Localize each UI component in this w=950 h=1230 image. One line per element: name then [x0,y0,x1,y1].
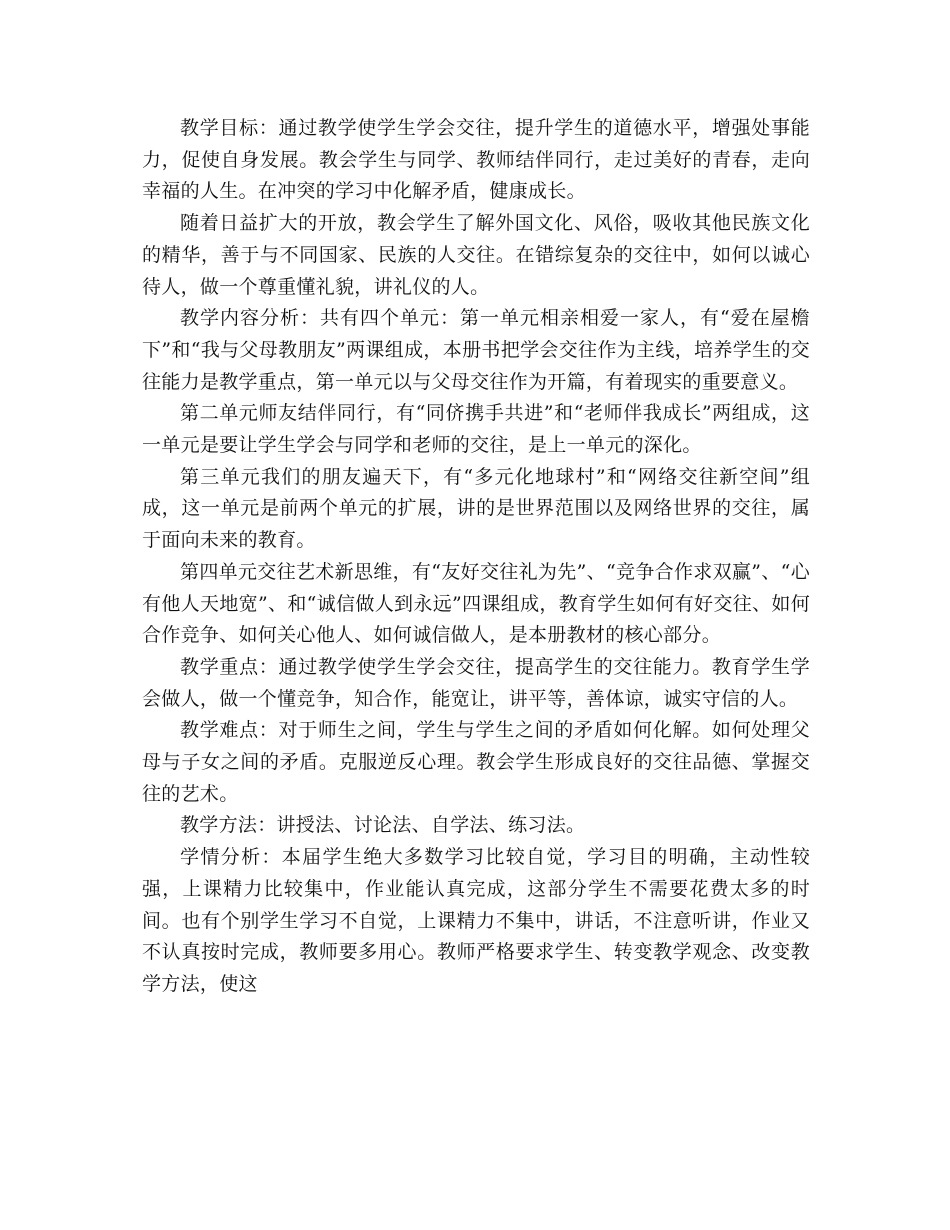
paragraph-unit-three: 第三单元我们的朋友遍天下，有“多元化地球村”和“网络交往新空间”组成，这一单元是前两个单元的扩展，讲的是世界范围以及网络世界的交往，属于面向未来的教育。 [142,465,810,552]
paragraph-key-points: 教学重点：通过教学使学生学会交往，提高学生的交往能力。教育学生学会做人，做一个懂竞争，知合作，能宽让，讲平等，善体谅，诚实守信的人。 [142,655,810,710]
paragraph-teaching-goal: 教学目标：通过教学使学生学会交往，提升学生的道德水平，增强处事能力，促使自身发展。教会学生与同学、教师结伴同行，走过美好的青春，走向幸福的人生。在冲突的学习中化解矛盾，健康成长。 [142,117,810,203]
paragraph-unit-four: 第四单元交往艺术新思维，有“友好交往礼为先”、“竞争合作求双赢”、“心有他人天地宽”、和“诚信做人到永远”四课组成，教育学生如何有好交往、如何合作竞争、如何关心他人、如何诚信做人，是本册教材的核心部分。 [142,560,810,647]
document-body [142,113,810,1001]
paragraph-difficulties: 教学难点：对于师生之间，学生与学生之间的矛盾如何化解。如何处理父母与子女之间的矛盾。克服逆反心理。教会学生形成良好的交往品德、掌握交往的艺术。 [142,719,810,805]
paragraph-opening-up: 随着日益扩大的开放，教会学生了解外国文化、风俗，吸收其他民族文化的精华，善于与不同国家、民族的人交往。在错综复杂的交往中，如何以诚心待人，做一个尊重懂礼貌，讲礼仪的人。 [142,212,810,298]
paragraph-content-analysis: 教学内容分析：共有四个单元：第一单元相亲相爱一家人，有“爱在屋檐下”和“我与父母教朋友”两课组成，本册书把学会交往作为主线，培养学生的交往能力是教学重点，第一单元以与父母交往作为开篇，有着现实的重要意义。 [142,307,810,393]
paragraph-student-analysis: 学情分析：本届学生绝大多数学习比较自觉，学习目的明确，主动性较强，上课精力比较集中，作业能认真完成，这部分学生不需要花费太多的时间。也有个别学生学习不自觉，上课精力不集中，讲话，不注意听讲，作业又不认真按时完成，教师要多用心。教师严格要求学生、转变教学观念、改变教学方法，使这 [142,846,810,995]
paragraph-methods: 教学方法：讲授法、讨论法、自学法、练习法。 [180,814,586,837]
paragraph-unit-two: 第二单元师友结伴同行，有“同侪携手共进”和“老师伴我成长”两组成，这一单元是要让学生学会与同学和老师的交往，是上一单元的深化。 [142,402,810,457]
